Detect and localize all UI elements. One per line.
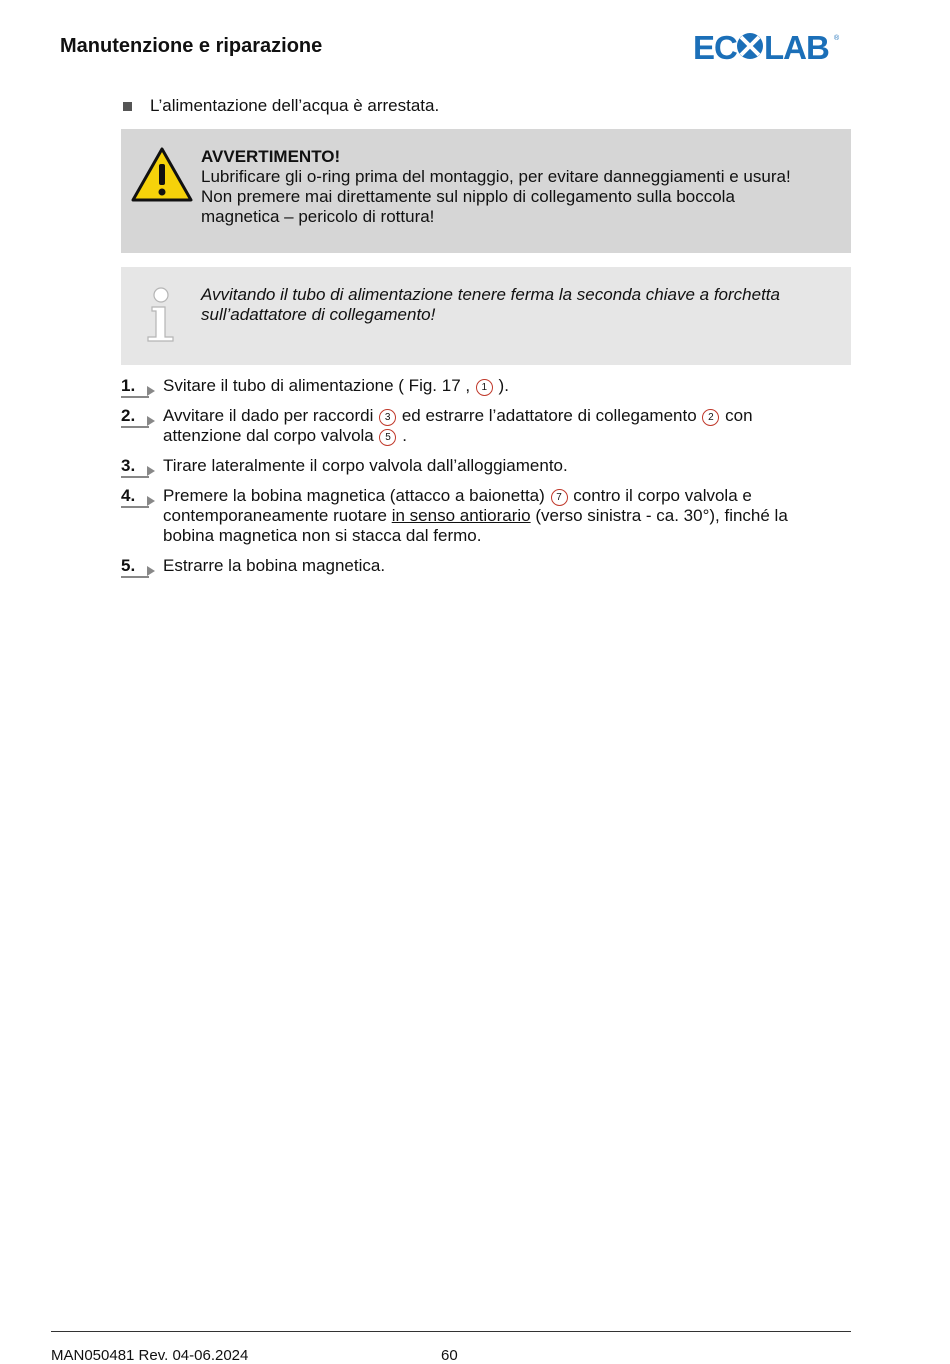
warning-title: AVVERTIMENTO! xyxy=(201,147,341,166)
arrow-icon xyxy=(147,566,155,576)
svg-text:LAB: LAB xyxy=(764,29,829,63)
callout-number: 5 xyxy=(379,429,396,446)
arrow-icon xyxy=(147,386,155,396)
steps-list xyxy=(121,376,851,586)
step-item xyxy=(121,376,851,396)
callout-number: 3 xyxy=(379,409,396,426)
callout-number: 1 xyxy=(476,379,493,396)
step-item xyxy=(121,486,851,546)
info-line: Avvitando il tubo di alimentazione tenere ferma la seconda chiave a forchetta xyxy=(201,285,780,304)
step-number xyxy=(121,406,157,430)
warning-line: Non premere mai direttamente sul nipplo di collegamento sulla boccola xyxy=(201,187,735,206)
step-item xyxy=(121,406,851,446)
info-box xyxy=(121,267,851,365)
arrow-icon xyxy=(147,416,155,426)
step-text: Premere la bobina magnetica (attacco a baionetta) 7 contro il corpo valvola e contemporaneamente ruotare in senso antiorario (verso sinistra - ca. 30°), finché la bobina magnetica non si stacca dal fermo. xyxy=(163,486,788,545)
info-content xyxy=(201,285,841,325)
svg-text:EC: EC xyxy=(693,29,737,63)
step-number-label: 4. xyxy=(121,486,136,505)
arrow-icon xyxy=(147,496,155,506)
svg-text:®: ® xyxy=(834,35,840,42)
step-number-label: 3. xyxy=(121,456,136,475)
step-text: Tirare lateralmente il corpo valvola dall’alloggiamento. xyxy=(163,456,568,475)
step-number xyxy=(121,556,157,580)
callout-number: 7 xyxy=(551,489,568,506)
warning-line: Lubrificare gli o-ring prima del montaggio, per evitare danneggiamenti e usura! xyxy=(201,167,791,186)
footer-divider xyxy=(51,1331,851,1332)
step-item xyxy=(121,456,851,476)
warning-line: magnetica – pericolo di rottura! xyxy=(201,207,435,226)
page-title: Manutenzione e riparazione xyxy=(60,35,323,57)
step-number-label: 1. xyxy=(121,376,136,395)
arrow-icon xyxy=(147,466,155,476)
precondition-text: L’alimentazione dell’acqua è arrestata. xyxy=(150,96,440,115)
info-icon xyxy=(143,287,179,348)
step-item xyxy=(121,556,851,576)
warning-triangle-icon xyxy=(131,147,193,208)
step-text: Avvitare il dado per raccordi 3 ed estrarre l’adattatore di collegamento 2 con attenzione dal corpo valvola 5 . xyxy=(163,406,753,445)
step-number-label: 2. xyxy=(121,406,136,425)
step-number-label: 5. xyxy=(121,556,136,575)
step-number xyxy=(121,376,157,400)
warning-box xyxy=(121,129,851,253)
page-number: 60 xyxy=(441,1347,458,1364)
step-number xyxy=(121,456,157,480)
step-number xyxy=(121,486,157,510)
step-text: Estrarre la bobina magnetica. xyxy=(163,556,386,575)
square-bullet-icon xyxy=(123,102,132,111)
ecolab-logo xyxy=(693,29,843,68)
document-reference: MAN050481 Rev. 04-06.2024 xyxy=(51,1347,249,1364)
precondition-item xyxy=(123,96,439,116)
step-text: Svitare il tubo di alimentazione ( Fig. 17 , 1 ). xyxy=(163,376,509,395)
warning-content xyxy=(201,147,791,227)
callout-number: 2 xyxy=(702,409,719,426)
underlined-text: in senso antiorario xyxy=(391,506,531,525)
info-line: sull’adattatore di collegamento! xyxy=(201,305,436,324)
